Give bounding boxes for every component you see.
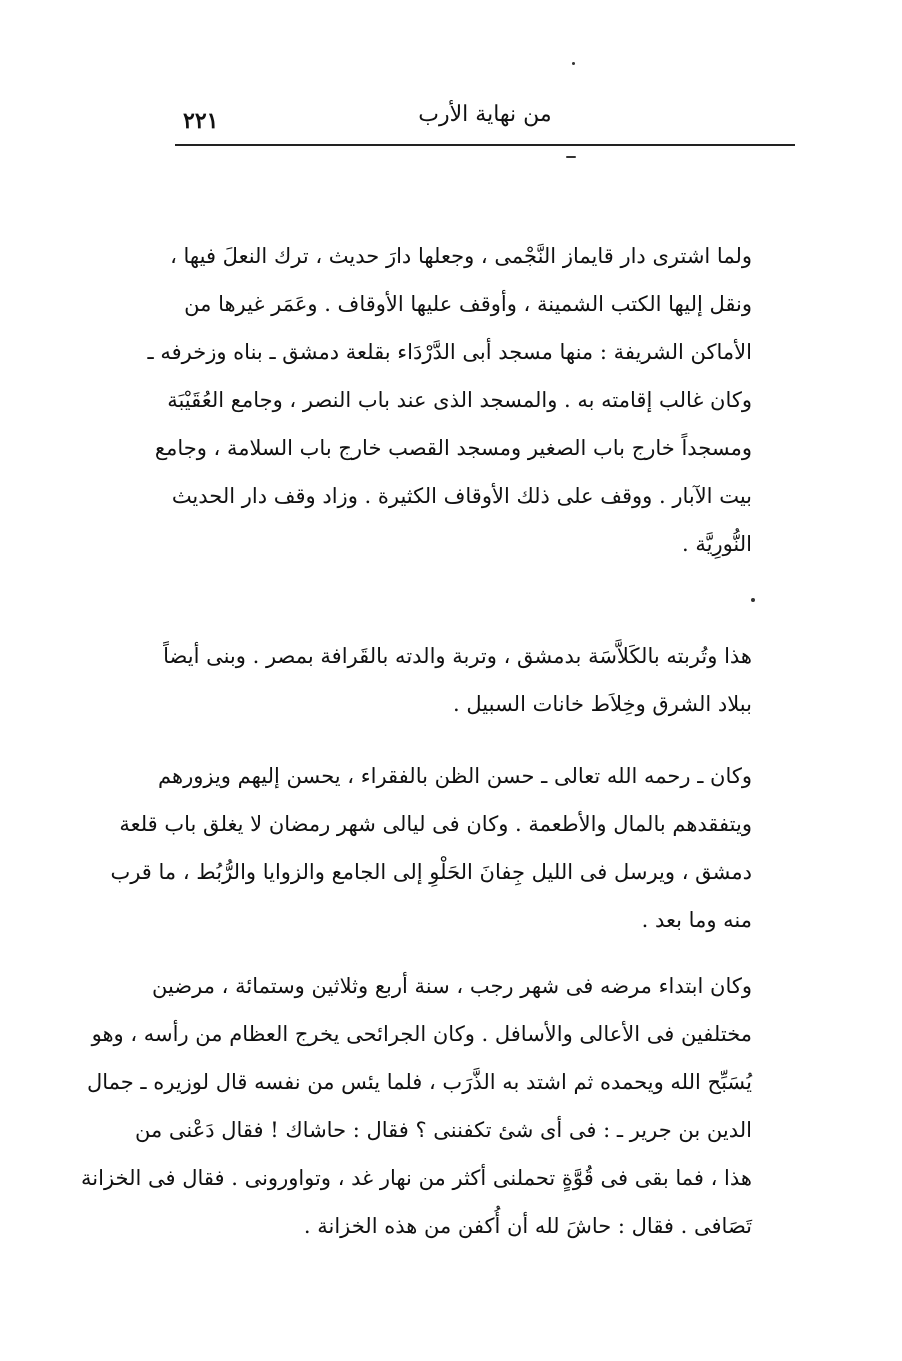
text-line: الدين بن جرير ـ : فى أى شئ تكفننى ؟ فقال : حاشاك ! فقال دَعْنى من bbox=[134, 1118, 752, 1142]
text-line: النُّورِيَّة . bbox=[681, 532, 752, 556]
text-line: مختلفين فى الأعالى والأسافل . وكان الجرائحى يخرج العظام من رأسه ، وهو bbox=[91, 1022, 752, 1046]
text-line: تَصَافى . فقال : حاشَ لله أن أُكفن من هذه الخزانة . bbox=[303, 1214, 752, 1238]
header-rule bbox=[175, 144, 795, 146]
running-title: من نهاية الأرب bbox=[418, 102, 552, 127]
text-line: يُسَبِّح الله ويحمده ثم اشتد به الذَّرَب ، فلما يئس من نفسه قال لوزيره ـ جمال bbox=[86, 1070, 752, 1094]
page-header bbox=[175, 98, 795, 138]
text-line: وكان ـ رحمه الله تعالى ـ حسن الظن بالفقراء ، يحسن إليهم ويزورهم bbox=[158, 764, 752, 788]
text-line: ومسجداً خارج باب الصغير ومسجد القصب خارج باب السلامة ، وجامع bbox=[154, 436, 752, 460]
text-line: الأماكن الشريفة : منها مسجد أبى الدَّرْدَاء بقلعة دمشق ـ بناه وزخرفه ـ bbox=[147, 340, 752, 364]
text-line: ولما اشترى دار قايماز النَّجْمى ، وجعلها دارَ حديث ، ترك النعلَ فيها ، bbox=[170, 244, 752, 268]
text-line: وكان غالب إقامته به . والمسجد الذى عند باب النصر ، وجامع العُقَيْبَة bbox=[167, 388, 752, 412]
text-line: دمشق ، ويرسل فى الليل جِفانَ الحَلْوِ إلى الجامع والزوايا والرُّبُط ، ما قرب bbox=[110, 860, 752, 884]
print-speck bbox=[751, 598, 755, 602]
text-line: ببلاد الشرق وخِلاَط خانات السبيل . bbox=[453, 692, 752, 716]
text-line: بيت الآبار . ووقف على ذلك الأوقاف الكثيرة . وزاد وقف دار الحديث bbox=[171, 484, 752, 508]
text-line: وكان ابتداء مرضه فى شهر رجب ، سنة أربع وثلاثين وستمائة ، مرضين bbox=[151, 974, 752, 998]
paragraph bbox=[110, 752, 752, 944]
print-speck bbox=[566, 156, 576, 158]
paragraph bbox=[163, 632, 752, 728]
paragraph bbox=[81, 962, 752, 1250]
print-speck bbox=[572, 62, 575, 65]
text-line: ويتفقدهم بالمال والأطعمة . وكان فى ليالى شهر رمضان لا يغلق باب قلعة bbox=[119, 812, 752, 836]
page-number: ٢٢١ bbox=[183, 108, 219, 134]
text-line: ونقل إليها الكتب الشمينة ، وأوقف عليها الأوقاف . وعَمَر غيرها من bbox=[184, 292, 752, 316]
text-line: هذا ، فما بقى فى قُوَّةٍ تحملنى أكثر من نهار غد ، وتواورونى . فقال فى الخزانة bbox=[81, 1166, 752, 1190]
paragraph bbox=[147, 232, 752, 568]
text-line: منه وما بعد . bbox=[641, 908, 752, 932]
text-line: هذا وتُربته بالكَلاَّسَة بدمشق ، وتربة والدته بالقَرافة بمصر . وبنى أيضاً bbox=[163, 644, 752, 668]
